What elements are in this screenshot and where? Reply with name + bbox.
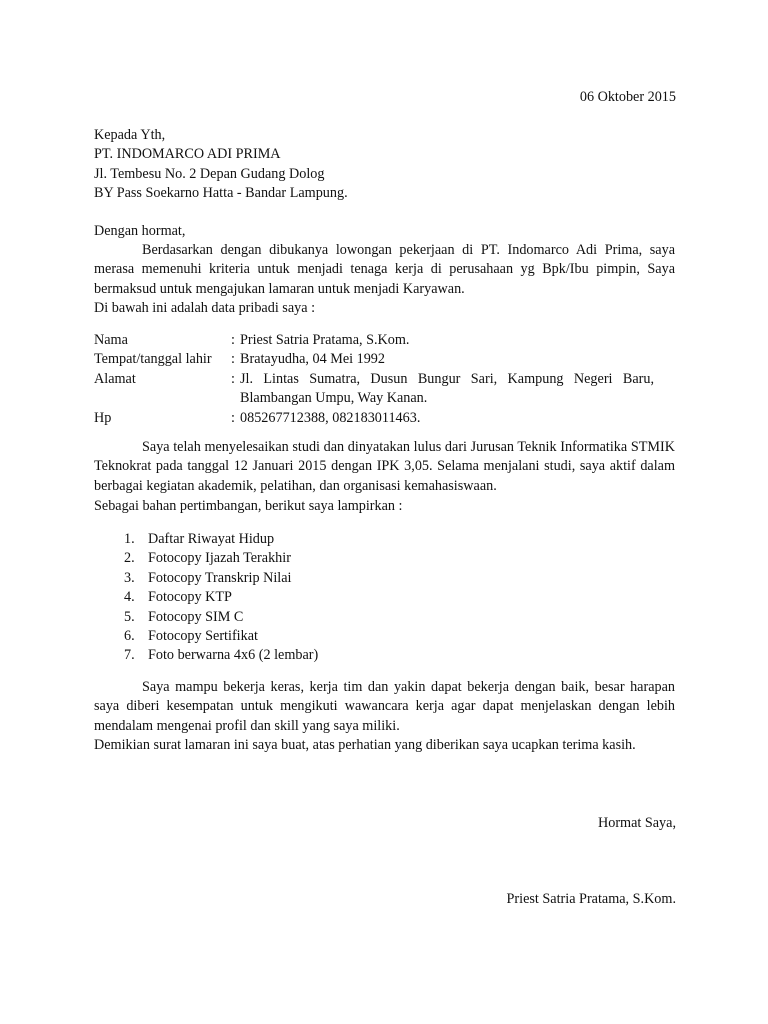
- list-item: [124, 549, 318, 568]
- list-item: [124, 646, 318, 665]
- personal-data-row-name: [94, 331, 654, 350]
- letter-date: 06 Oktober 2015: [579, 89, 676, 105]
- list-item-text: Fotocopy Ijazah Terakhir: [148, 550, 291, 567]
- personal-data-row-birth: [94, 350, 654, 369]
- education-paragraph: Saya telah menyelesaikan studi dan dinyatakan lulus dari Jurusan Teknik Informatika STMIK Teknokrat pada tanggal 12 Januari 2015 dengan IPK 3,05. Selama menjalani studi, saya aktif dalam berbagai kegiatan akademik, pelatihan, dan organisasi kemahasiswaan.: [94, 439, 675, 494]
- list-item-text: Foto berwarna 4x6 (2 lembar): [148, 647, 319, 664]
- data-label: Nama: [94, 332, 128, 348]
- data-colon: :: [231, 370, 235, 387]
- attachments-list: [124, 530, 318, 666]
- list-item-number: 6.: [124, 628, 135, 645]
- list-item-text: Fotocopy SIM C: [148, 608, 244, 625]
- list-item-text: Fotocopy KTP: [148, 589, 232, 606]
- data-label: Tempat/tanggal lahir: [94, 351, 212, 368]
- list-item: [124, 608, 318, 627]
- recipient-address-line-2: BY Pass Soekarno Hatta - Bandar Lampung.: [94, 185, 348, 201]
- closing-paragraph: Saya mampu bekerja keras, kerja tim dan yakin dapat bekerja dengan baik, besar harapan saya diberi kesempatan untuk mengikuti wawancara kerja agar dapat menjelaskan dengan lebih mendalam mengenai profil dan skill yang saya miliki.: [94, 679, 675, 734]
- attachments-intro: Sebagai bahan pertimbangan, berikut saya lampirkan :: [94, 498, 403, 514]
- personal-data-row-phone: [94, 409, 654, 428]
- list-item-text: Daftar Riwayat Hidup: [148, 531, 275, 547]
- data-value: 085267712388, 082183011463.: [240, 409, 421, 426]
- data-colon: :: [231, 351, 235, 368]
- list-item-number: 4.: [124, 589, 135, 606]
- final-paragraph: Demikian surat lamaran ini saya buat, atas perhatian yang diberikan saya ucapkan terima kasih.: [94, 737, 636, 753]
- data-value: Priest Satria Pratama, S.Kom.: [240, 332, 410, 348]
- list-item-number: 5.: [124, 608, 135, 625]
- data-colon: :: [231, 409, 235, 426]
- personal-data-row-address: [94, 370, 654, 409]
- list-item-text: Fotocopy Transkrip Nilai: [148, 569, 292, 586]
- recipient-salutation: Kepada Yth,: [94, 127, 166, 143]
- list-item-text: Fotocopy Sertifikat: [148, 628, 258, 645]
- sign-off: Hormat Saya,: [597, 815, 676, 831]
- list-item-number: 7.: [124, 647, 135, 664]
- list-item: [124, 569, 318, 588]
- list-item-number: 2.: [124, 550, 135, 567]
- data-label: Hp: [94, 409, 112, 426]
- recipient-company: PT. INDOMARCO ADI PRIMA: [94, 146, 281, 162]
- list-item: [124, 588, 318, 607]
- recipient-address-line-1: Jl. Tembesu No. 2 Depan Gudang Dolog: [94, 166, 325, 182]
- list-item-number: 3.: [124, 569, 135, 586]
- data-value: Bratayudha, 04 Mei 1992: [240, 351, 385, 368]
- signatory-name: Priest Satria Pratama, S.Kom.: [506, 891, 676, 907]
- data-intro: Di bawah ini adalah data pribadi saya :: [94, 300, 316, 316]
- data-colon: :: [231, 332, 235, 348]
- greeting: Dengan hormat,: [94, 223, 186, 239]
- data-label: Alamat: [94, 370, 136, 387]
- list-item: [124, 530, 318, 549]
- opening-paragraph: Berdasarkan dengan dibukanya lowongan pekerjaan di PT. Indomarco Adi Prima, saya merasa memenuhi kriteria untuk menjadi tenaga kerja di perusahaan yg Bpk/Ibu pimpin, Saya bermaksud untuk mengajukan lamaran untuk menjadi Karyawan.: [94, 242, 675, 297]
- list-item-number: 1.: [124, 531, 135, 547]
- personal-data-table: [94, 331, 654, 428]
- list-item: [124, 627, 318, 646]
- data-value: Jl. Lintas Sumatra, Dusun Bungur Sari, Kampung Negeri Baru, Blambangan Umpu, Way Kanan.: [240, 370, 654, 407]
